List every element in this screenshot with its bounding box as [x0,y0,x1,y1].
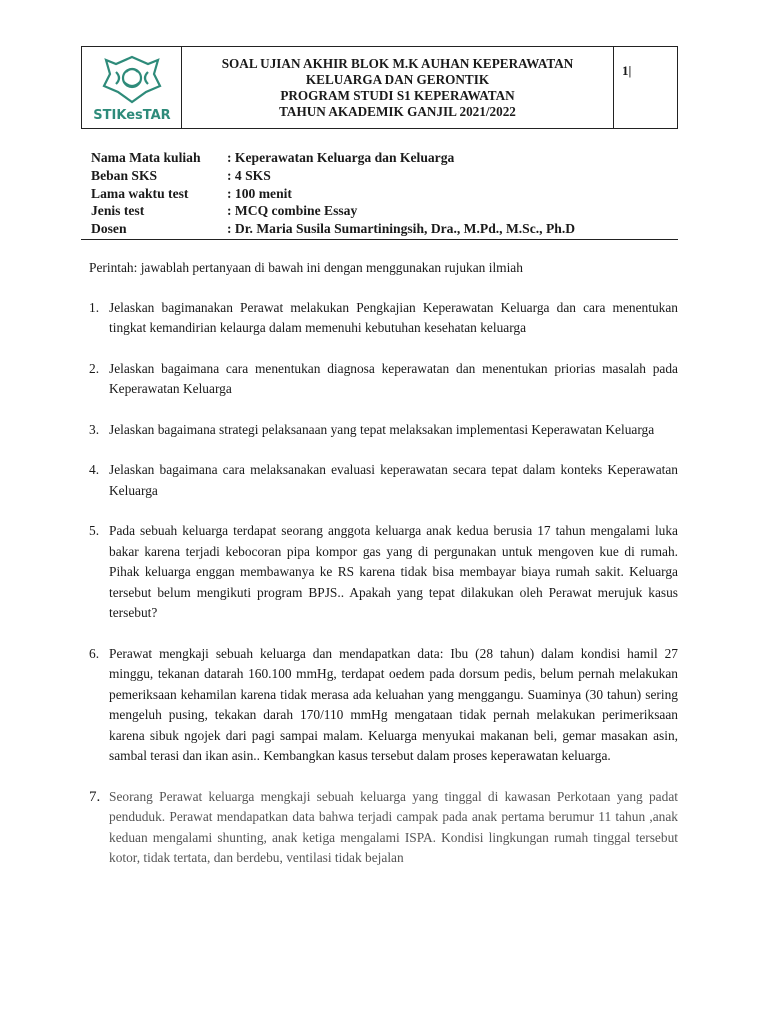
exam-title [182,47,614,128]
question-text: Jelaskan bagaimana cara melaksanakan evaluasi keperawatan secara tepat dalam konteks Keperawatan Keluarga [109,462,678,498]
info-label: Jenis test [91,203,145,219]
logo-cell [82,47,182,128]
info-row [91,185,678,203]
question-text: Perawat mengkaji sebuah keluarga dan mendapatkan data: Ibu (28 tahun) dalam kondisi hamil 27 minggu, tekanan datarah 160.100 mmHg, terdapat oedem pada dorsum pedis, belum pernah melakukan pemeriksaan kehamilan karena tidak merasa ada keluahan yang menggangu. Suaminya (30 tahun) sering mengeluh pusing, tekakan darah 170/110 mmHg mengataan tidak pernah melakukan perimeriksaan karena sibuk ngojek dari pagi sampai malam. Keluarga menyukai makanan beli, gemar masakan asin, sambal terasi dan ikan asin.. Kembangkan kasus tersebut dalam proses keperawatan keluarga. [109,645,678,763]
info-label: Nama Mata kuliah [91,150,201,165]
title-line-3: PROGRAM STUDI S1 KEPERAWATAN [280,87,515,103]
info-row [91,149,678,167]
info-row [91,202,678,220]
info-value: : 100 menit [227,185,292,201]
info-label: Lama waktu test [91,185,189,201]
question-number: 7. [89,788,101,805]
exam-body [89,258,678,889]
page-number: 1| [622,63,632,78]
question-number: 4. [89,462,100,477]
question-text: Pada sebuah keluarga terdapat seorang anggota keluarga anak kedua berusia 17 tahun mengalami luka bakar karena terjadi kebocoran pipa kompor gas yang di pergunakan untuk mengoven kue di rumah. Pihak keluarga enggan membawanya ke RS karena tidak bisa membayar biaya rumah sakit. Keluarga tersebut belum mengikuti program BPJS.. Apakah yang tepat dilakukan oleh Perawat merujuk kasus tersebut? [109,523,678,620]
question-item [89,359,678,400]
question-text: Jelaskan bagaimana cara menentukan diagnosa keperawatan dan menentukan priorias masalah pada Keperawatan Keluarga [109,360,678,396]
question-item [89,521,678,624]
logo-text: STIKesTAR [92,107,171,123]
question-number: 6. [89,645,100,661]
info-label: Beban SKS [91,167,158,183]
question-text: Jelaskan bagaimana strategi pelaksanaan yang tepat melaksakan implementasi Keperawatan Keluarga [109,421,655,437]
info-value: : Keperawatan Keluarga dan Keluarga [227,150,455,165]
title-line-4: TAHUN AKADEMIK GANJIL 2021/2022 [279,103,516,119]
question-number: 5. [89,523,100,538]
course-info [91,149,678,238]
question-number: 2. [89,360,100,376]
stikestar-logo [88,52,176,124]
question-item [89,298,678,339]
instruction: Perintah: jawablah pertanyaan di bawah ini dengan menggunakan rujukan ilmiah [89,260,523,275]
info-label: Dosen [91,221,127,237]
header-table [81,46,678,129]
title-line-2: KELUARGA DAN GERONTIK [305,71,490,87]
question-list [89,298,678,869]
question-item [89,460,678,501]
info-row [91,167,678,185]
info-value: : 4 SKS [227,167,271,183]
info-row [91,220,678,238]
divider [81,239,678,240]
question-item [89,787,678,869]
question-text: Seorang Perawat keluarga mengkaji sebuah keluarga yang tinggal di kawasan Perkotaan yang padat penduduk. Perawat mendapatkan data bahwa terjadi campak pada anak pertama berumur 11 tahun ,anak keduan mengalami shunting, anak ketiga mengalami ISPA. Kondisi lingkungan rumah tinggal tersebut kotor, tidak tertata, dan berdebu, ventilasi tidak bejalan [109,788,678,865]
question-item [89,420,678,441]
question-item [89,644,678,767]
question-text: Jelaskan bagimanakan Perawat melakukan Pengkajian Keperawatan Keluarga dan cara menentukan tingkat kemandirian kelaurga dalam memenuhi kebutuhan kesehatan keluarga [109,299,678,335]
title-line-1: SOAL UJIAN AKHIR BLOK M.K AUHAN KEPERAWATAN [221,55,574,71]
question-number: 3. [89,421,100,437]
info-value: : MCQ combine Essay [227,203,358,219]
question-number: 1. [89,299,100,315]
info-value: : Dr. Maria Susila Sumartiningsih, Dra., M.Pd., M.Sc., Ph.D [227,221,576,237]
